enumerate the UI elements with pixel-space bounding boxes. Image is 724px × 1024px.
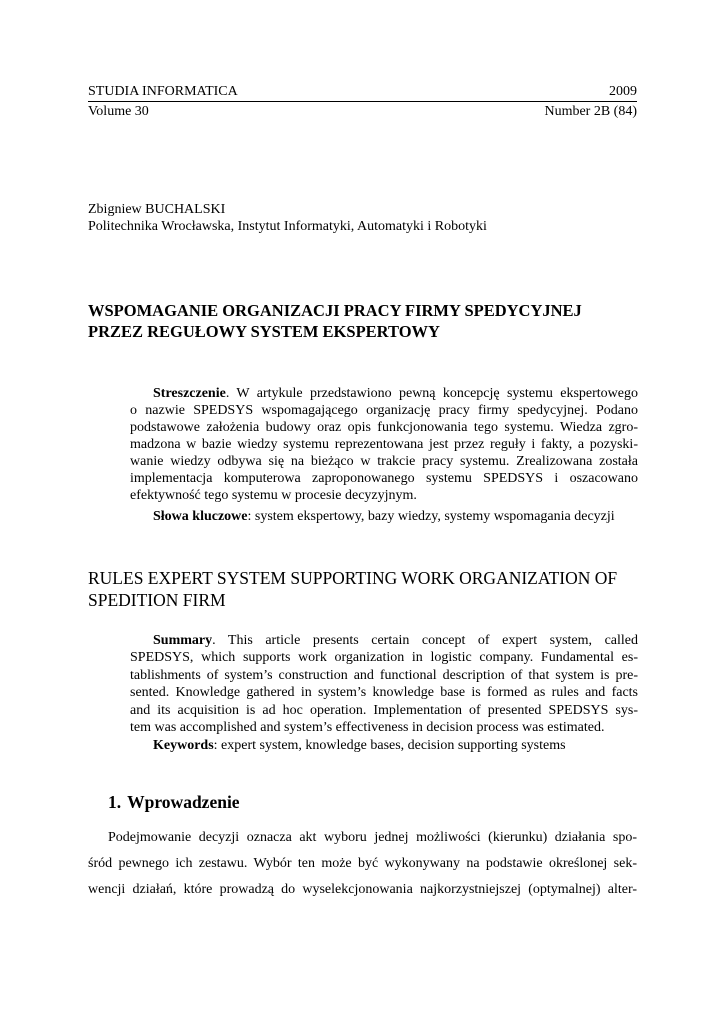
abstract-label: Streszczenie (153, 386, 226, 401)
body-text (88, 829, 637, 907)
running-header-top (88, 83, 637, 100)
abstract-line: SPEDSYS, which supports work organization in logistic company. Fundamental es- (130, 650, 638, 666)
body-line: wencji działań, które prowadzą do wyselekcjonowania najkorzystniejszej (optymalnej) alter- (88, 882, 637, 897)
abstract-line: and its acquisition is ad hoc operation. Implementation of presented SPEDSYS sys- (130, 702, 638, 718)
abstract-line: Streszczenie. W artykule przedstawiono pewną koncepcję systemu ekspertowego (153, 386, 638, 401)
journal-number: Number 2B (84) (544, 104, 637, 119)
title-english (88, 567, 648, 611)
body-line: Podejmowanie decyzji oznacza akt wyboru jednej możliwości (kierunku) działania spo- (108, 830, 637, 845)
section-heading (108, 791, 240, 813)
abstract-line: o nazwie SPEDSYS wspomagającego organizację pracy firmy spedycyjnej. Podano (130, 403, 638, 418)
keywords-polish (130, 508, 638, 525)
body-line: śród pewnego ich zestawu. Wybór ten może być wykonywany na podstawie określonej sek- (88, 856, 637, 871)
abstract-line: wanie wiedzy odbywa się na bieżąco w trakcie pracy systemu. Zrealizowana została (130, 454, 638, 469)
keywords-english (130, 737, 638, 754)
section-number: 1. (108, 792, 122, 812)
keywords-line: Słowa kluczowe: system ekspertowy, bazy wiedzy, systemy wspomagania decyzji (153, 509, 615, 524)
title-polish-line: PRZEZ REGUŁOWY SYSTEM EKSPERTOWY (88, 322, 440, 341)
title-polish (88, 300, 648, 342)
abstract-english (130, 632, 638, 736)
running-header-bottom (88, 103, 637, 120)
abstract-line: implementacja komputerowa zaproponowanego systemu SPEDSYS i oszacowano (130, 471, 638, 486)
journal-year: 2009 (609, 84, 637, 99)
journal-name: STUDIA INFORMATICA (88, 84, 238, 99)
abstract-line: sented. Knowledge gathered in system’s knowledge base is formed as rules and facts (130, 685, 638, 701)
title-english-line: SPEDITION FIRM (88, 590, 226, 610)
summary-label: Summary (153, 633, 213, 648)
abstract-line: Summary. This article presents certain concept of expert system, called (153, 633, 638, 648)
abstract-line: madzona w bazie wiedzy systemu reprezentowana jest przez reguły i fakty, a pozyski- (130, 437, 638, 452)
section-title: Wprowadzenie (127, 792, 240, 812)
abstract-line: efektywność tego systemu w procesie decyzyjnym. (130, 488, 417, 503)
title-english-line: RULES EXPERT SYSTEM SUPPORTING WORK ORGANIZATION OF (88, 568, 618, 588)
abstract-line: tem was accomplished and system’s effectiveness in decision process was estimated. (130, 719, 605, 735)
abstract-line: podstawowe założenia budowy oraz opis funkcjonowania tego systemu. Wiedza zgro- (130, 420, 638, 435)
journal-volume: Volume 30 (88, 104, 149, 119)
title-polish-line: WSPOMAGANIE ORGANIZACJI PRACY FIRMY SPEDYCYJNEJ (88, 301, 582, 320)
author-affiliation: Politechnika Wrocławska, Instytut Informatyki, Automatyki i Robotyki (88, 219, 487, 234)
keywords-line: Keywords: expert system, knowledge bases, decision supporting systems (153, 738, 566, 753)
keywords-label: Keywords (153, 738, 214, 753)
abstract-line: tablishments of system’s construction and functional description of that system is pre- (130, 667, 638, 683)
author-name: Zbigniew BUCHALSKI (88, 202, 226, 217)
keywords-label: Słowa kluczowe (153, 509, 248, 524)
abstract-polish (130, 385, 638, 504)
header-rule (88, 101, 637, 102)
